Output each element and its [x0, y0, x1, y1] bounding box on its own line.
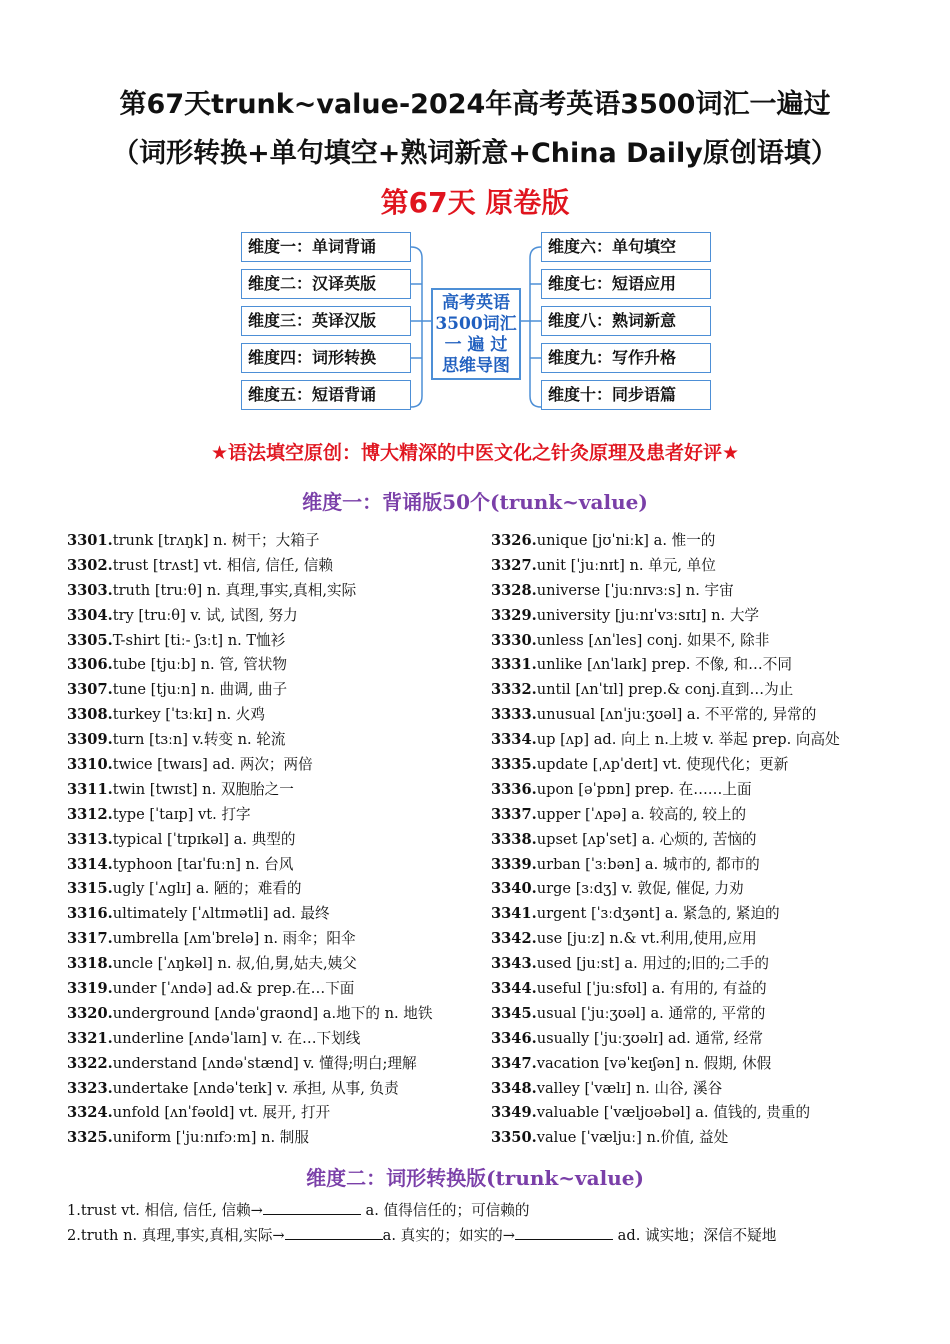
- vocab-text: use [juːz] n.& vt.利用,使用,应用: [536, 930, 757, 948]
- exercise-prompt: 2.truth n. 真理,事实,真相,实际→: [67, 1227, 285, 1244]
- vocab-number: 3337.: [491, 805, 537, 823]
- vocab-entry: [67, 1077, 487, 1102]
- vocab-text: upon [əˈpɒn] prep. 在……上面: [536, 780, 752, 798]
- vocab-text: usually [ˈjuːʒʊəlɪ] ad. 通常, 经常: [536, 1029, 764, 1047]
- vocab-entry: [491, 1126, 921, 1151]
- vocab-entry: [67, 653, 487, 678]
- vocab-number: 3310.: [67, 756, 113, 774]
- answer-blank[interactable]: [515, 1224, 613, 1240]
- promo-banner: ★语法填空原创：博大精深的中医文化之针灸原理及患者好评★: [210, 442, 740, 464]
- vocab-text: understand [ʌndəˈstænd] v. 懂得;明白;理解: [112, 1054, 417, 1072]
- vocab-entry: [67, 778, 487, 803]
- mindmap-center-line: 思维导图: [442, 356, 510, 376]
- vocab-text: ugly [ˈʌglɪ] a. 陋的；难看的: [112, 880, 302, 898]
- vocab-entry: [67, 753, 487, 778]
- vocab-number: 3335.: [491, 756, 537, 774]
- vocab-text: truth [truːθ] n. 真理,事实,真相,实际: [112, 581, 357, 599]
- exercise-hint: ad. 诚实地；深信不疑地: [613, 1227, 777, 1244]
- vocab-entry: [491, 703, 921, 728]
- vocab-entry: [491, 828, 921, 853]
- vocab-number: 3330.: [491, 631, 537, 649]
- vocab-entry: [491, 1027, 921, 1052]
- vocab-entry: [67, 529, 487, 554]
- vocab-text: urge [ɜːdʒ] v. 敦促, 催促, 力劝: [536, 880, 744, 898]
- vocab-number: 3315.: [67, 880, 113, 898]
- mindmap-node-3: 维度三：英译汉版: [241, 306, 411, 336]
- vocab-number: 3323.: [67, 1079, 113, 1097]
- vocab-number: 3339.: [491, 855, 537, 873]
- vocab-number: 3333.: [491, 706, 537, 724]
- vocab-entry: [67, 803, 487, 828]
- vocab-column-left: [67, 529, 487, 1151]
- vocab-text: typhoon [taɪˈfuːn] n. 台风: [112, 855, 294, 873]
- vocab-number: 3342.: [491, 930, 537, 948]
- vocab-number: 3321.: [67, 1029, 113, 1047]
- vocab-number: 3346.: [491, 1029, 537, 1047]
- vocab-entry: [67, 853, 487, 878]
- vocab-text: upset [ʌpˈset] a. 心烦的, 苦恼的: [536, 830, 757, 848]
- mindmap-node-5: 维度五：短语背诵: [241, 380, 411, 410]
- vocab-entry: [67, 703, 487, 728]
- exercise-line: [67, 1224, 776, 1248]
- vocab-entry: [491, 1002, 921, 1027]
- vocab-entry: [491, 1052, 921, 1077]
- vocab-text: undertake [ʌndəˈteɪk] v. 承担, 从事, 负责: [112, 1079, 399, 1097]
- vocab-entry: [67, 579, 487, 604]
- vocab-number: 3305.: [67, 631, 113, 649]
- vocab-entry: [67, 554, 487, 579]
- vocab-number: 3349.: [491, 1104, 537, 1122]
- vocab-entry: [491, 604, 921, 629]
- vocab-column-right: [491, 529, 921, 1151]
- vocab-number: 3345.: [491, 1004, 537, 1022]
- vocab-number: 3329.: [491, 606, 537, 624]
- vocab-number: 3325.: [67, 1129, 113, 1147]
- vocab-entry: [491, 554, 921, 579]
- vocab-text: universe [ˈjuːnɪvɜːs] n. 宇宙: [536, 581, 734, 599]
- vocab-number: 3309.: [67, 731, 113, 749]
- vocab-entry: [67, 604, 487, 629]
- vocab-text: valley [ˈvælɪ] n. 山谷, 溪谷: [536, 1079, 723, 1097]
- mindmap-node-7: 维度七：短语应用: [541, 269, 711, 299]
- vocab-text: useful [ˈjuːsfʊl] a. 有用的, 有益的: [536, 980, 767, 998]
- exercise-hint: a. 值得信任的；可信赖的: [360, 1202, 530, 1219]
- vocab-number: 3302.: [67, 556, 113, 574]
- vocab-text: update [ˌʌpˈdeɪt] vt. 使现代化；更新: [536, 756, 789, 774]
- vocab-text: trunk [trʌŋk] n. 树干；大箱子: [112, 532, 320, 549]
- vocab-number: 3348.: [491, 1079, 537, 1097]
- vocab-entry: [67, 828, 487, 853]
- exercise-hint: a. 真实的；如实的→: [382, 1227, 516, 1244]
- vocab-text: tune [tjuːn] n. 曲调, 曲子: [112, 681, 288, 699]
- mindmap-node-2: 维度二：汉译英版: [241, 269, 411, 299]
- vocab-text: turkey [ˈtɜːkɪ] n. 火鸡: [112, 706, 265, 724]
- vocab-number: 3308.: [67, 706, 113, 724]
- vocab-entry: [491, 977, 921, 1002]
- vocab-text: unfold [ʌnˈfəʊld] vt. 展开, 打开: [112, 1104, 331, 1122]
- vocab-number: 3350.: [491, 1129, 537, 1147]
- page-title: 第67天trunk~value-2024年高考英语3500词汇一遍过: [119, 89, 831, 120]
- mindmap-center: [431, 288, 521, 380]
- vocab-entry: [491, 1101, 921, 1126]
- vocab-number: 3343.: [491, 955, 537, 973]
- vocab-number: 3317.: [67, 930, 113, 948]
- vocab-number: 3331.: [491, 656, 537, 674]
- vocab-entry: [67, 678, 487, 703]
- vocab-text: vacation [vəˈkeɪʃən] n. 假期, 休假: [536, 1054, 772, 1072]
- section-heading-vocab: 维度一：背诵版50个(trunk~value): [302, 490, 648, 514]
- vocab-text: twin [twɪst] n. 双胞胎之一: [112, 780, 294, 798]
- exercise-line: [67, 1199, 529, 1223]
- mindmap-node-8: 维度八：熟词新意: [541, 306, 711, 336]
- vocab-number: 3319.: [67, 980, 113, 998]
- vocab-number: 3326.: [491, 532, 537, 549]
- vocab-number: 3314.: [67, 855, 113, 873]
- vocab-number: 3328.: [491, 581, 537, 599]
- vocab-entry: [491, 579, 921, 604]
- vocab-entry: [491, 778, 921, 803]
- vocab-number: 3312.: [67, 805, 113, 823]
- vocab-entry: [67, 629, 487, 654]
- vocab-entry: [491, 952, 921, 977]
- vocab-entry: [491, 803, 921, 828]
- vocab-entry: [491, 529, 921, 554]
- vocab-entry: [67, 1101, 487, 1126]
- vocab-text: usual [ˈjuːʒʊəl] a. 通常的, 平常的: [536, 1004, 766, 1022]
- vocab-text: urban [ˈɜːbən] a. 城市的, 都市的: [536, 855, 760, 873]
- mindmap-center-line: 3500词汇: [435, 314, 517, 334]
- vocab-text: unusual [ʌnˈjuːʒʊəl] a. 不平常的, 异常的: [536, 706, 817, 724]
- vocab-entry: [67, 927, 487, 952]
- vocab-text: type [ˈtaɪp] vt. 打字: [112, 805, 251, 823]
- mindmap-node-6: 维度六：单句填空: [541, 232, 711, 262]
- vocab-number: 3318.: [67, 955, 113, 973]
- vocab-number: 3344.: [491, 980, 537, 998]
- vocab-number: 3313.: [67, 830, 113, 848]
- vocab-text: underground [ʌndəˈgraʊnd] a.地下的 n. 地铁: [112, 1004, 433, 1022]
- vocab-entry: [67, 1052, 487, 1077]
- vocab-entry: [491, 753, 921, 778]
- vocab-number: 3332.: [491, 681, 537, 699]
- vocab-entry: [491, 653, 921, 678]
- vocab-number: 3322.: [67, 1054, 113, 1072]
- vocab-text: until [ʌnˈtɪl] prep.& conj.直到…为止: [536, 681, 794, 699]
- vocab-text: uniform [ˈjuːnɪfɔːm] n. 制服: [112, 1129, 309, 1147]
- vocab-number: 3316.: [67, 905, 113, 923]
- vocab-number: 3334.: [491, 731, 537, 749]
- exercise-prompt: 1.trust vt. 相信, 信任, 信赖→: [67, 1202, 263, 1219]
- vocab-text: typical [ˈtɪpɪkəl] a. 典型的: [112, 830, 296, 848]
- vocab-entry: [491, 1077, 921, 1102]
- vocab-number: 3336.: [491, 780, 537, 798]
- vocab-number: 3311.: [67, 780, 113, 798]
- vocab-entry: [67, 1126, 487, 1151]
- vocab-number: 3303.: [67, 581, 113, 599]
- page-title-line2: （词形转换+单句填空+熟词新意+China Daily原创语填）: [112, 138, 838, 169]
- vocab-text: up [ʌp] ad. 向上 n.上坡 v. 举起 prep. 向高处: [536, 731, 840, 749]
- vocab-text: try [truːθ] v. 试, 试图, 努力: [112, 606, 298, 624]
- vocab-text: unlike [ʌnˈlaɪk] prep. 不像, 和…不同: [536, 656, 792, 674]
- answer-blank[interactable]: [263, 1199, 361, 1215]
- vocab-text: tube [tjuːb] n. 管, 管状物: [112, 656, 287, 674]
- vocab-text: upper [ˈʌpə] a. 较高的, 较上的: [536, 805, 747, 823]
- mindmap-node-9: 维度九：写作升格: [541, 343, 711, 373]
- vocab-text: valuable [ˈvæljʊəbəl] a. 值钱的, 贵重的: [536, 1104, 811, 1122]
- vocab-text: uncle [ˈʌŋkəl] n. 叔,伯,舅,姑夫,姨父: [112, 955, 357, 973]
- vocab-entry: [67, 902, 487, 927]
- vocab-entry: [67, 877, 487, 902]
- mindmap-center-line: 高考英语: [442, 293, 510, 313]
- vocab-entry: [491, 678, 921, 703]
- mindmap-node-1: 维度一：单词背诵: [241, 232, 411, 262]
- vocab-entry: [491, 629, 921, 654]
- vocab-entry: [67, 1027, 487, 1052]
- vocab-text: turn [tɜːn] v.转变 n. 轮流: [112, 731, 286, 749]
- vocab-entry: [491, 728, 921, 753]
- vocab-number: 3307.: [67, 681, 113, 699]
- vocab-number: 3338.: [491, 830, 537, 848]
- vocab-number: 3340.: [491, 880, 537, 898]
- vocab-number: 3320.: [67, 1004, 113, 1022]
- vocab-number: 3301.: [67, 532, 113, 549]
- vocab-number: 3341.: [491, 905, 537, 923]
- answer-blank[interactable]: [285, 1224, 383, 1240]
- vocab-text: unless [ʌnˈles] conj. 如果不, 除非: [536, 631, 770, 649]
- vocab-entry: [491, 902, 921, 927]
- vocab-entry: [491, 877, 921, 902]
- vocab-entry: [491, 927, 921, 952]
- vocab-number: 3304.: [67, 606, 113, 624]
- vocab-entry: [67, 952, 487, 977]
- vocab-number: 3327.: [491, 556, 537, 574]
- vocab-text: urgent [ˈɜːdʒənt] a. 紧急的, 紧迫的: [536, 905, 780, 923]
- vocab-number: 3324.: [67, 1104, 113, 1122]
- vocab-number: 3306.: [67, 656, 113, 674]
- vocab-text: underline [ʌndəˈlaɪn] v. 在…下划线: [112, 1029, 361, 1047]
- vocab-text: unit [ˈjuːnɪt] n. 单元, 单位: [536, 556, 716, 574]
- vocab-entry: [67, 977, 487, 1002]
- vocab-entry: [491, 853, 921, 878]
- vocab-text: T-shirt [tiː- ʃɜːt] n. T恤衫: [112, 631, 286, 649]
- section-heading-wordforms: 维度二：词形转换版(trunk~value): [306, 1166, 644, 1190]
- vocab-text: value [ˈvæljuː] n.价值, 益处: [536, 1129, 729, 1147]
- vocab-text: unique [jʊˈniːk] a. 惟一的: [536, 532, 716, 549]
- vocab-text: under [ˈʌndə] ad.& prep.在…下面: [112, 980, 355, 998]
- vocab-entry: [67, 1002, 487, 1027]
- vocab-text: twice [twaɪs] ad. 两次；两倍: [112, 756, 313, 774]
- page-subtitle: 第67天 原卷版: [380, 186, 570, 219]
- vocab-text: university [juːnɪˈvɜːsɪtɪ] n. 大学: [536, 606, 760, 624]
- mindmap-node-4: 维度四：词形转换: [241, 343, 411, 373]
- mindmap-node-10: 维度十：同步语篇: [541, 380, 711, 410]
- vocab-text: trust [trʌst] vt. 相信, 信任, 信赖: [112, 556, 333, 574]
- mindmap-center-line: 一 遍 过: [444, 335, 508, 355]
- vocab-number: 3347.: [491, 1054, 537, 1072]
- vocab-text: ultimately [ˈʌltɪmətli] ad. 最终: [112, 905, 330, 923]
- vocab-entry: [67, 728, 487, 753]
- vocab-text: used [juːst] a. 用过的;旧的;二手的: [536, 955, 769, 973]
- vocab-text: umbrella [ʌmˈbrelə] n. 雨伞；阳伞: [112, 930, 356, 948]
